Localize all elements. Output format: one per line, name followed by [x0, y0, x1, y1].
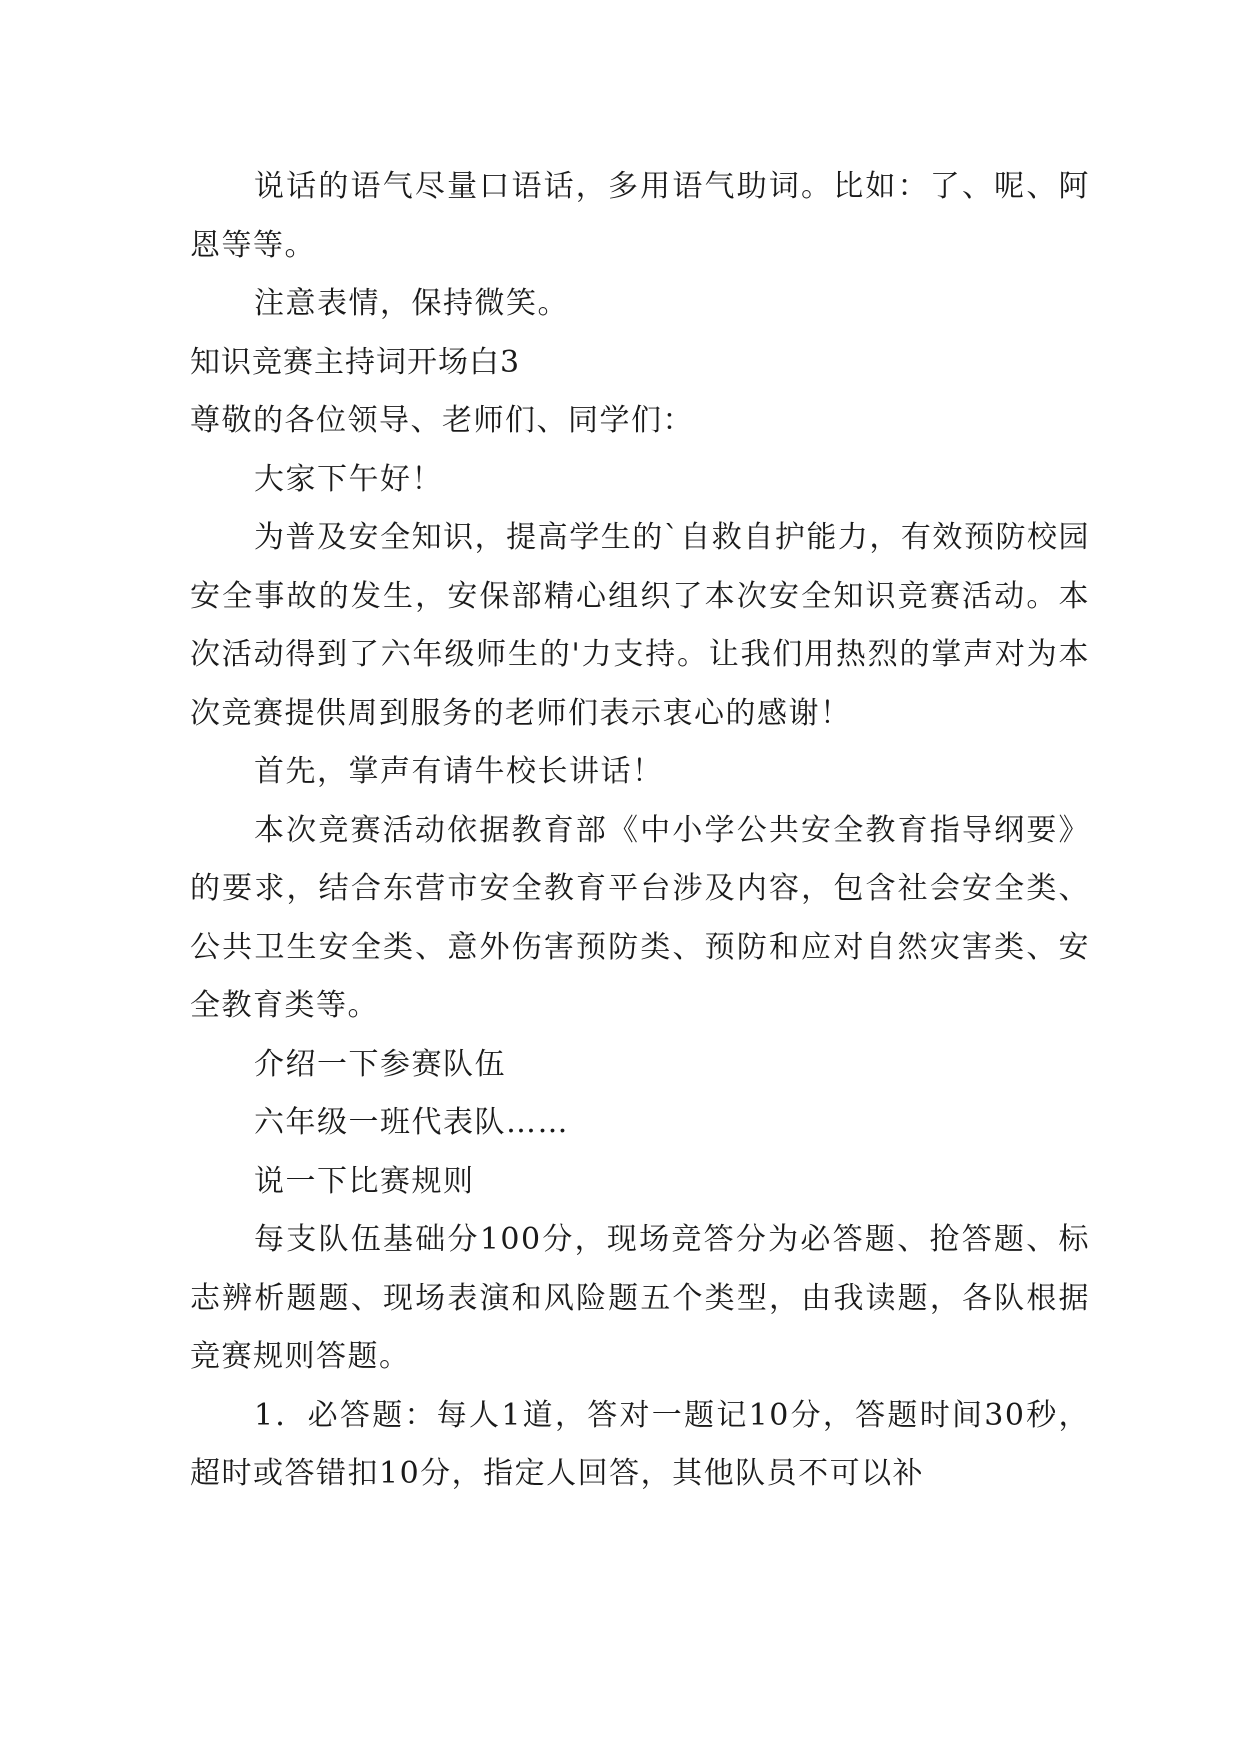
paragraph-basis: 本次竞赛活动依据教育部《中小学公共安全教育指导纲要》的要求，结合东营市安全教育平台涉及内容，包含社会安全类、公共卫生安全类、意外伤害预防类、预防和应对自然灾害类、安全教育类等。 [190, 812, 1090, 1023]
paragraph-principal-speech: 首先，掌声有请牛校长讲话！ [254, 754, 664, 789]
paragraph-salutation: 尊敬的各位领导、老师们、同学们： [190, 403, 694, 438]
paragraph-purpose: 为普及安全知识，提高学生的`自救自护能力，有效预防校园安全事故的发生，安保部精心组织了本次安全知识竞赛活动。本次活动得到了六年级师生的'力支持。让我们用热烈的掌声对为本次竞赛提供周到服务的老师们表示衷心的感谢！ [190, 520, 1090, 731]
paragraph-teams-intro: 介绍一下参赛队伍 [254, 1046, 506, 1082]
paragraph-speaking-tone: 说话的语气尽量口语话，多用语气助词。比如：了、呢、阿恩等等。 [190, 169, 1090, 263]
paragraph-rules-intro: 说一下比赛规则 [254, 1163, 475, 1199]
paragraph-expression: 注意表情，保持微笑。 [254, 286, 569, 321]
paragraph-greeting: 大家下午好！ [254, 461, 443, 497]
paragraph-rule-one: 1．必答题：每人1道，答对一题记10分，答题时间30秒，超时或答错扣10分，指定人回答，其他队员不可以补 [190, 1397, 1090, 1491]
section-heading: 知识竞赛主持词开场白3 [190, 344, 521, 380]
document-page [190, 158, 1090, 1504]
paragraph-team-one: 六年级一班代表队…… [254, 1105, 569, 1140]
paragraph-scoring: 每支队伍基础分100分，现场竞答分为必答题、抢答题、标志辨析题题、现场表演和风险题五个类型，由我读题，各队根据竞赛规则答题。 [190, 1222, 1090, 1374]
